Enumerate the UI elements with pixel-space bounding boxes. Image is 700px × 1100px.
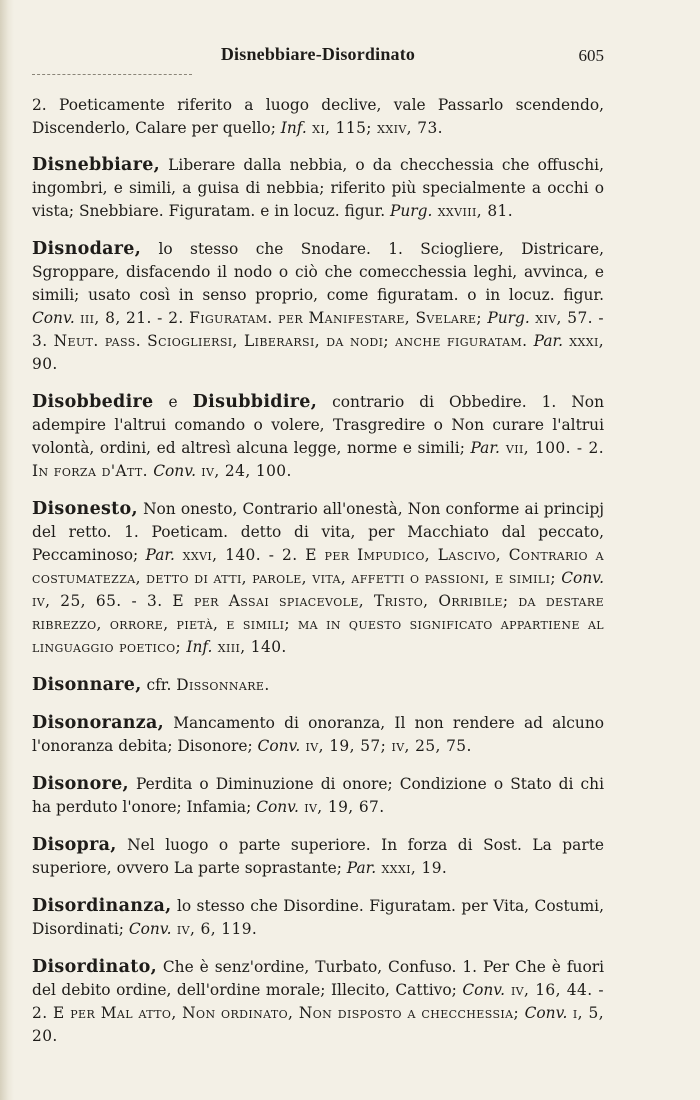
- running-title: Disnebbiare-Disordinato: [220, 44, 416, 64]
- header-rule: [32, 74, 192, 75]
- headword: Disobbedire: [32, 392, 154, 412]
- entry-disonnare: Disonnare, cfr. Dissonnare.: [32, 675, 270, 695]
- headword: Disopra,: [32, 835, 117, 855]
- entry-disordinato: Disordinato, Che è senz'ordine, Turbato, Confuso. 1. Per Che è fuori del debito ordine, dell'ordine morale; Illecito, Cattivo; Conv. iv, 16, 44. - 2. E per Mal atto, Non ordinato, Non disposto a checchessia; Conv. i, 5, 20.: [32, 957, 605, 1045]
- entry-disonesto: Disonesto, Non onesto, Contrario all'onestà, Non conforme ai principj del retto. 1. Poeticam. detto di vita, per Macchiato dal peccato, Peccaminoso; Par. xxvi, 140. - 2. E per Impudico, Lascivo, Contrario a costumatezza, detto di atti, parole, vita, affetti o passioni, e simili; Conv. iv, 25, 65. - 3. E per Assai spiacevole, Tristo, Orribile; da destare ribrezzo, orrore, pietà, e simili; ma in questo significato appartiene al linguaggio poetico; Inf. xiii, 140.: [32, 499, 605, 656]
- entry-disordinanza: Disordinanza, lo stesso che Disordine. Figuratam. per Vita, Costumi, Disordinati; Conv. iv, 6, 119.: [32, 896, 604, 938]
- headword: Disordinato,: [32, 957, 157, 977]
- entry-continuation: 2. Poeticamente riferito a luogo declive, vale Passarlo scendendo, Discenderlo, Calare per quello; Inf. xi, 115; xxiv, 73.: [32, 96, 604, 137]
- headword: Disonnare,: [32, 675, 142, 695]
- headword: Disonoranza,: [32, 713, 164, 733]
- entry-disnodare: Disnodare, lo stesso che Snodare. 1. Sciogliere, Districare, Sgroppare, disfacendo il nodo o ciò che comecchessia leghi, avvinca, e simili; usato così in senso proprio, come figuratam. o in locuz. figur. Conv. iii, 8, 21. - 2. Figuratam. per Manifestare, Svelare; Purg. xiv, 57. - 3. Neut. pass. Sciogliersi, Liberarsi, da nodi; anche figuratam. Par. xxxi, 90.: [32, 239, 605, 373]
- running-header: [32, 44, 604, 74]
- headword: Disonesto,: [32, 499, 138, 519]
- headword: Disnebbiare,: [32, 155, 161, 175]
- headword: Disonore,: [32, 774, 129, 794]
- headword: Disnodare,: [32, 239, 142, 259]
- entry-disnebbiare: Disnebbiare, Liberare dalla nebbia, o da checchessia che offuschi, ingombri, e simili, a guisa di nebbia; riferito più specialmente a occhi o vista; Snebbiare. Figuratam. e in locuz. figur. Purg. xxviii, 81.: [32, 155, 604, 220]
- headword: Disubbidire,: [192, 392, 318, 412]
- entry-disonoranza: Disonoranza, Mancamento di onoranza, Il non rendere ad alcuno l'onoranza debita; Disonore; Conv. iv, 19, 57; iv, 25, 75.: [32, 713, 604, 755]
- entry-disobbedire: Disobbedire e Disubbidire, contrario di Obbedire. 1. Non adempire l'altrui comando o volere, Trasgredire o Non curare l'altrui volontà, ordini, ed altresì alcuna legge, norme e simili; Par. vii, 100. - 2. In forza d'Att. Conv. iv, 24, 100.: [32, 392, 604, 480]
- dictionary-column: [32, 94, 604, 1063]
- entry-disonore: Disonore, Perdita o Diminuzione di onore; Condizione o Stato di chi ha perduto l'onore; Infamia; Conv. iv, 19, 67.: [32, 774, 604, 816]
- page-edge: [0, 0, 14, 1100]
- entry-disopra: Disopra, Nel luogo o parte superiore. In forza di Sost. La parte superiore, ovvero La parte soprastante; Par. xxxi, 19.: [32, 835, 604, 877]
- page-number: 605: [578, 46, 604, 65]
- headword: Disordinanza,: [32, 896, 172, 916]
